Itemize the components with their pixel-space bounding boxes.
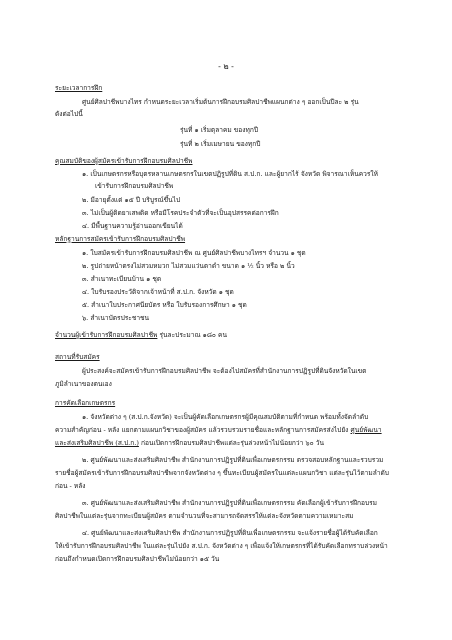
selection-para-1-text: ความสำคัญก่อน - หลัง แยกตามแผนกวิชาของผู้สมัคร แล้วรวบรวมรายชื่อและหลักฐานการสมัครส่งไปยัง: [55, 426, 351, 434]
selection-para-2-line-3: ก่อน - หลัง: [55, 482, 86, 490]
selection-para-1-line-3: [55, 439, 324, 447]
selection-para-3-line-1: ๓. ศูนย์พัฒนาและส่งเสริมศิลปาชีพ สำนักงานการปฏิรูปที่ดินเพื่อเกษตรกรรม คัดเลือกผู้เข้ารับการฝึกอบรม: [82, 499, 378, 507]
selection-para-1-line-1: ๑. จังหวัดต่าง ๆ (ส.ป.ก.จังหวัด) จะเป็นผู้คัดเลือกเกษตรกรผู้มีคุณสมบัติตามที่กำหนด พร้อมทั้งจัดลำดับ: [82, 413, 369, 421]
selection-para-3-line-2: ศิลปาชีพในแต่ละรุ่นจากทะเบียนผู้สมัคร ตามจำนวนที่จะสามารถจัดสรรให้แต่ละจังหวัดตามความเหมาะสม: [55, 512, 354, 520]
qualification-item-4: ๔. มีพื้นฐานความรู้อ่านออกเขียนได้: [82, 222, 183, 230]
document-item-1: ๑. ใบสมัครเข้ารับการฝึกอบรมศิลปาชีพ ณ ศูนย์ศิลปาชีพบางไทรฯ จำนวน ๑ ชุด: [82, 249, 306, 257]
selection-para-4-line-3: ก่อนถึงกำหนดเปิดการฝึกอบรมศิลปาชีพไม่น้อยกว่า ๑๕ วัน: [55, 555, 220, 563]
enrollment-value: รุ่นละประมาณ ๑๘๐ คน: [157, 331, 227, 339]
documents-heading: หลักฐานการสมัครเข้ารับการฝึกอบรมศิลปาชีพ: [55, 235, 186, 243]
document-item-3: ๓. สำเนาทะเบียนบ้าน ๑ ชุด: [82, 275, 162, 283]
document-item-5: ๕. สำเนาใบประกาศนียบัตร หรือ ใบรับรองการศึกษา ๑ ชุด: [82, 301, 247, 309]
period-round-1: รุ่นที่ ๑ เริ่มตุลาคม ของทุกปี: [180, 126, 259, 134]
selection-heading: การคัดเลือกเกษตรกร: [55, 399, 116, 407]
period-heading: ระยะเวลาการฝึก: [55, 84, 103, 92]
qualification-item-2: ๒. มีอายุตั้งแต่ ๑๕ ปี บริบูรณ์ขึ้นไป: [82, 196, 181, 204]
selection-para-2-line-2: รายชื่อผู้สมัครเข้ารับการฝึกอบรมศิลปาชีพจากจังหวัดต่าง ๆ ขึ้นทะเบียนผู้สมัครในแต่ละแผนกวิชา แต่ละรุ่นไว้ตามลำดับ: [55, 469, 389, 477]
selection-para-2-line-1: ๒. ศูนย์พัฒนาและส่งเสริมศิลปาชีพ สำนักงานการปฏิรูปที่ดินเพื่อเกษตรกรรม ตรวจสอบหลักฐานและรวบรวม: [82, 456, 384, 464]
selection-para-4-line-2: ให้เข้ารับการฝึกอบรมศิลปาชีพ ในแต่ละรุ่นไปยัง ส.ป.ก. จังหวัดต่าง ๆ เพื่อแจ้งให้เกษตรกรที่ได้รับคัดเลือกทราบล่วงหน้า: [55, 542, 388, 550]
qualifications-heading: คุณสมบัติของผู้สมัครเข้ารับการฝึกอบรมศิลปาชีพ: [55, 157, 193, 165]
qualification-item-1: ๑. เป็นเกษตรกรหรือบุตรหลานเกษตรกรในเขตปฏิรูปที่ดิน ส.ป.ก. และผู้ยากไร้ จังหวัด พิจารณาเห็นควรให้: [82, 170, 378, 178]
qualification-item-3: ๓. ไม่เป็นผู้ติดยาเสพติด หรือมีโรคประจำตัวที่จะเป็นอุปสรรคต่อการฝึก: [82, 209, 279, 217]
selection-para-4-line-1: ๔. ศูนย์พัฒนาและส่งเสริมศิลปาชีพ สำนักงานการปฏิรูปที่ดินเพื่อเกษตรกรรม จะแจ้งรายชื่อผู้ได้รับคัดเลือก: [82, 529, 378, 537]
enrollment-label: จำนวนผู้เข้ารับการฝึกอบรมศิลปาชีพ: [55, 331, 158, 339]
period-intro-line-2: ดังต่อไปนี้: [55, 110, 83, 118]
period-round-2: รุ่นที่ ๒ เริ่มเมษายน ของทุกปี: [180, 140, 261, 148]
selection-para-1-deadline: ก่อนเปิดการฝึกอบรมศิลปาชีพแต่ละรุ่นล่วงหน้าไม่น้อยกว่า ๖๐ วัน: [138, 439, 324, 447]
document-item-4: ๔. ใบรับรองประวัติจากเจ้าหน้าที่ ส.ป.ก. จังหวัด ๑ ชุด: [82, 288, 234, 296]
selection-para-1-line-2: [55, 426, 382, 434]
period-intro-line-1: ศูนย์ศิลปาชีพบางไทร กำหนดระยะเวลาเริ่มต้นการฝึกอบรมศิลปาชีพแผนกต่าง ๆ ออกเป็นปีละ ๒ รุ่น: [82, 98, 359, 106]
center-name-link-cont: และส่งเสริมศิลปาชีพ (ส.ป.ก.): [55, 439, 139, 447]
venue-line-2: ภูมิลำเนาของตนเอง: [55, 380, 112, 388]
center-name-link: ศูนย์พัฒนา: [350, 426, 382, 434]
document-item-6: ๖. สำเนาบัตรประชาชน: [82, 314, 150, 322]
document-item-2: ๒. รูปถ่ายหน้าตรงไม่สวมหมวก ไม่สวมแว่นตาดำ ขนาด ๑ ½ นิ้ว หรือ ๒ นิ้ว: [82, 262, 295, 270]
venue-heading: สถานที่รับสมัคร: [55, 353, 100, 361]
qualification-item-1-cont: เข้ารับการฝึกอบรมศิลปาชีพ: [95, 182, 174, 190]
page-number: - ๒ -: [218, 62, 234, 71]
venue-line-1: ผู้ประสงค์จะสมัครเข้ารับการฝึกอบรมศิลปาชีพ จะต้องไปสมัครที่สำนักงานการปฏิรูปที่ดินจังหวัดในเขต: [82, 367, 367, 375]
enrollment-line: [55, 331, 227, 339]
